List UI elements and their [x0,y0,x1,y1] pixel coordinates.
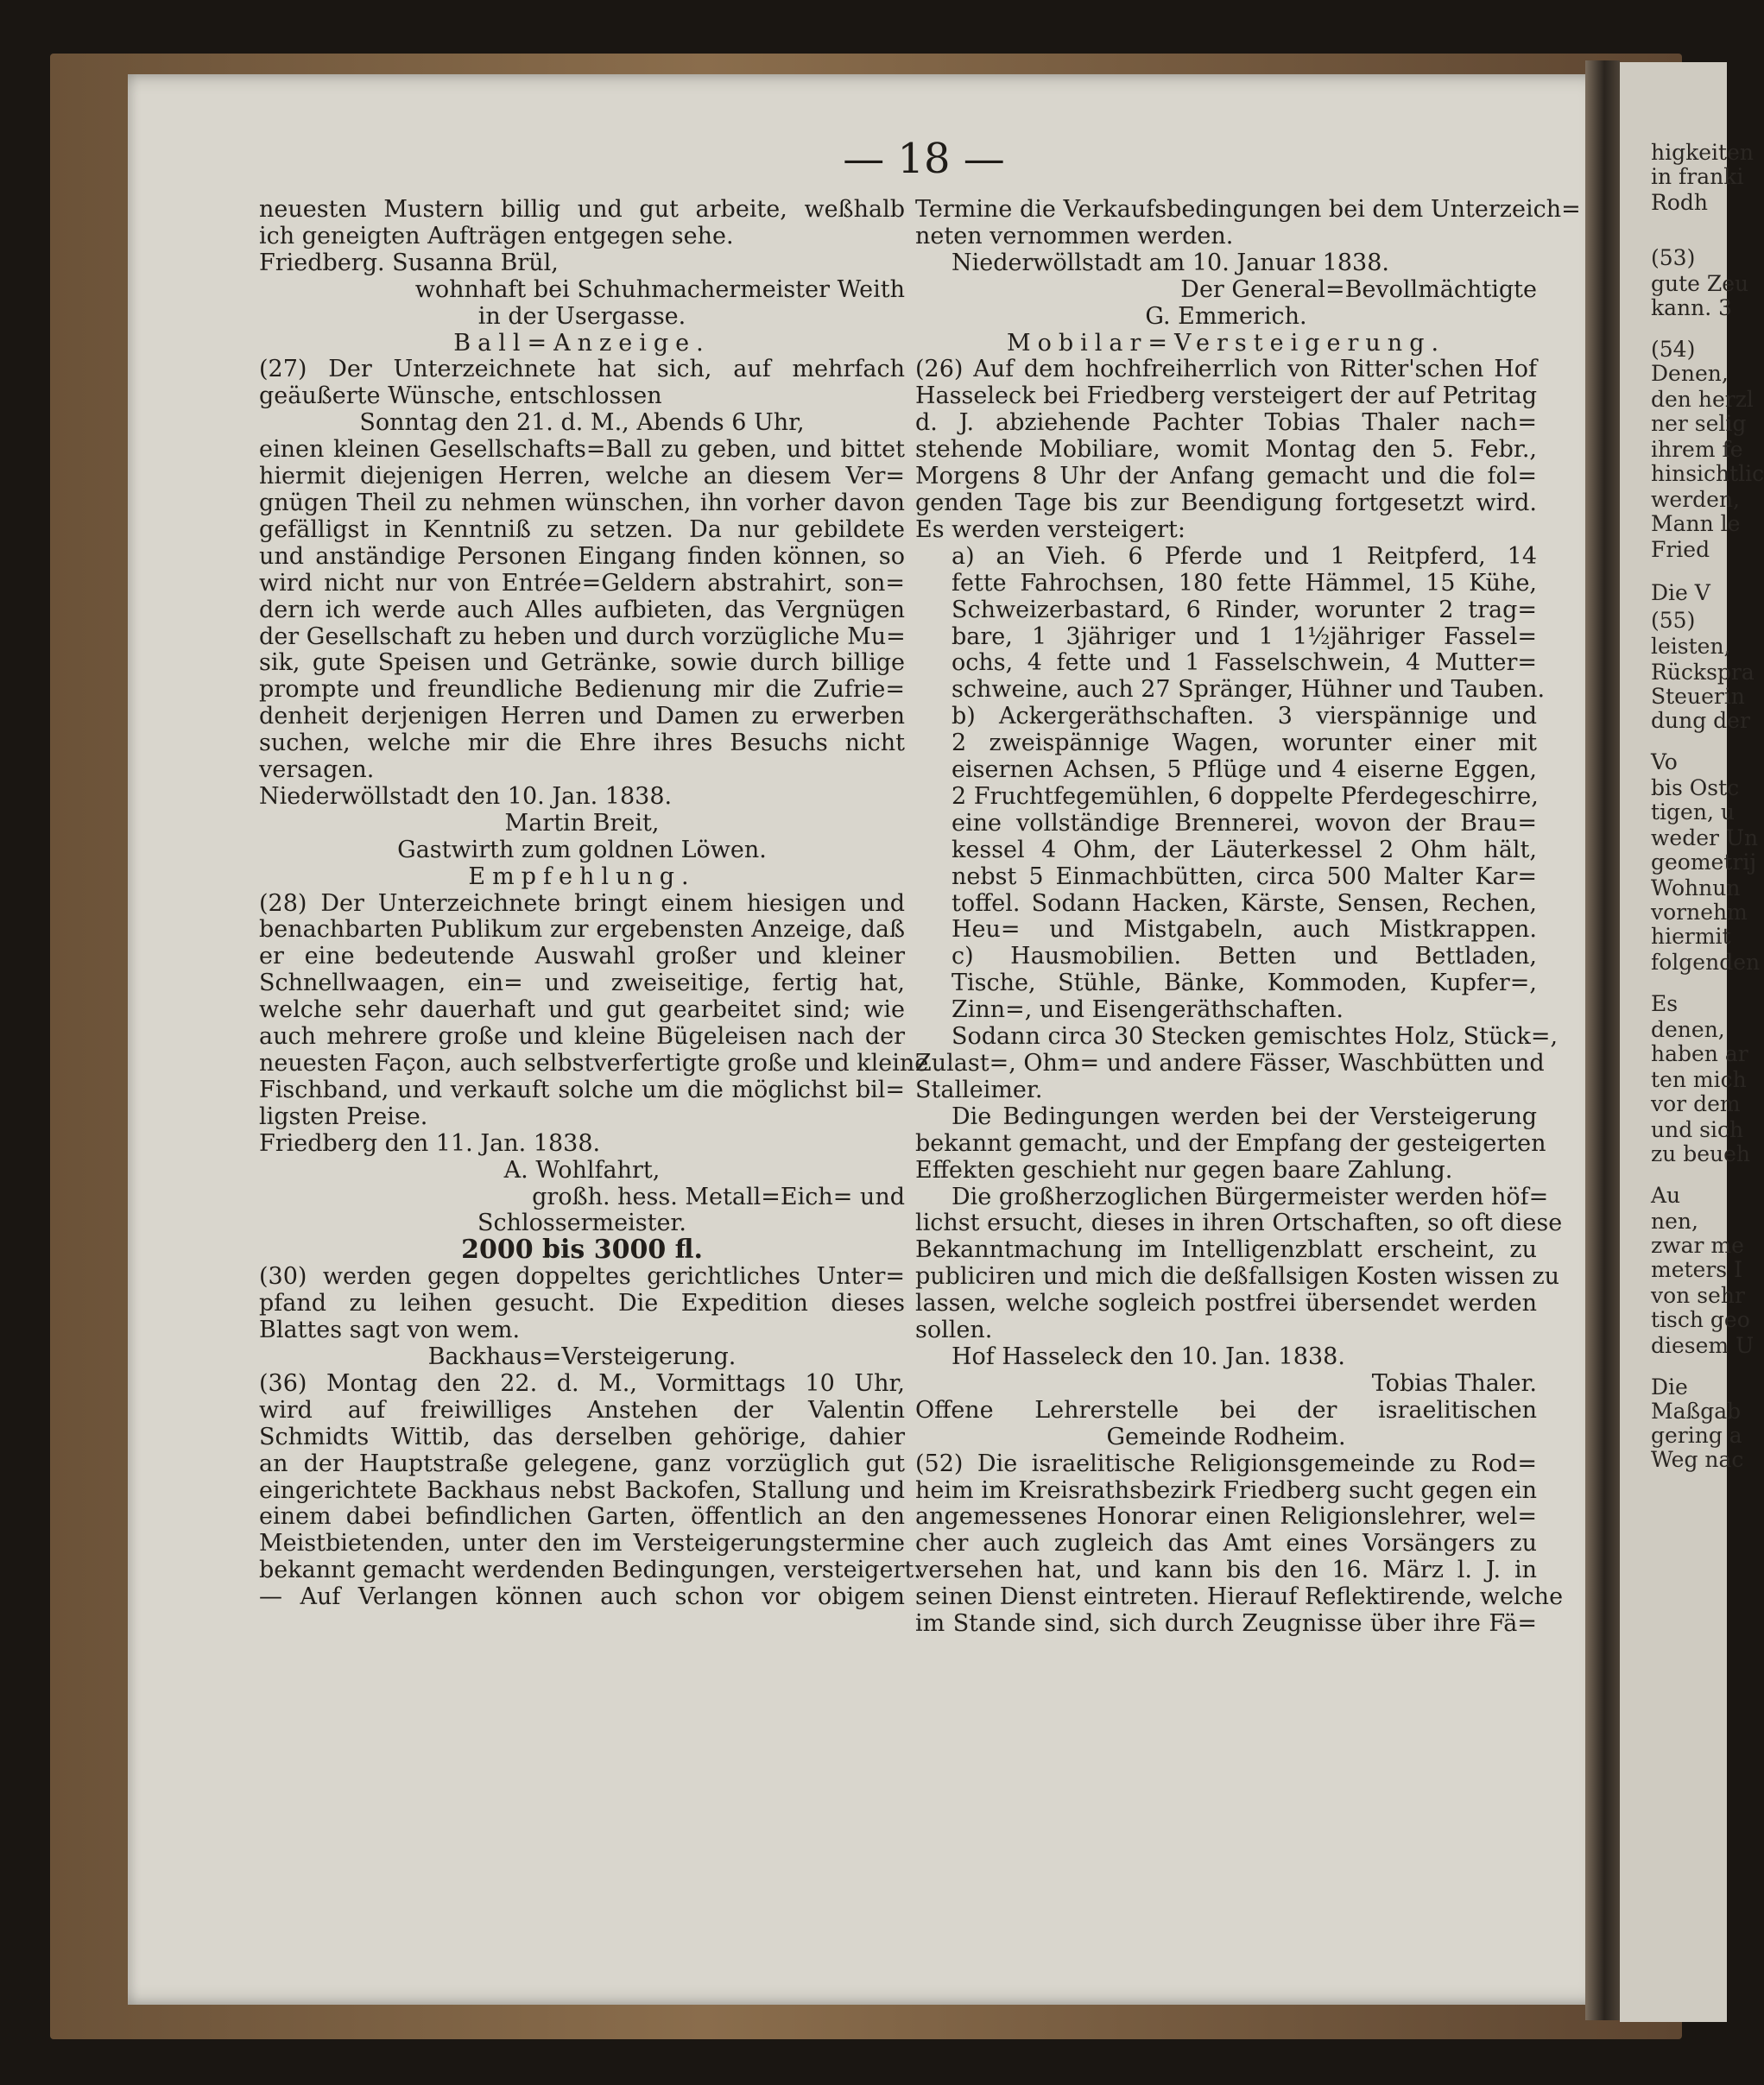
right-column-line: 2 zweispännige Wagen, worunter einer mit [952,730,1537,757]
next-page-fragment: tigen, u [1651,799,1735,825]
next-page-fragment: folgenden [1651,950,1761,975]
next-page-fragment: Die V [1651,580,1710,605]
next-page-fragment: Es [1651,991,1679,1016]
left-column-line: in der Usergasse. [477,302,686,330]
left-column-line: eingerichtete Backhaus nebst Backofen, Stallung und [259,1476,905,1504]
right-column-line: publiciren und mich die deßfallsigen Kosten wissen zu [915,1263,1560,1291]
right-column-line: (26) Auf dem hochfreiherrlich von Ritter'schen Hof [915,356,1537,383]
next-page-fragment: (53) [1651,245,1696,270]
right-column-line: Zulast=, Ohm= und andere Fässer, Waschbütten und [915,1050,1545,1077]
left-column-line: großh. hess. Metall=Eich= und [532,1183,905,1210]
next-page-fragment: Au [1651,1183,1681,1208]
next-page-fragment: (54) [1651,337,1696,362]
right-column-line: Niederwöllstadt am 10. Januar 1838. [952,249,1389,276]
right-column-line: toffel. Sodann Hacken, Kärste, Sensen, Rechen, [952,889,1537,917]
left-column-line: gnügen Theil zu nehmen wünschen, ihn vorher davon [259,489,905,516]
left-column-line: prompte und freundliche Bedienung mir die Zufrie= [259,676,905,704]
next-page-fragment: Vo [1651,749,1678,774]
next-page-fragment: vor dem [1651,1091,1741,1116]
next-page-edge [1620,62,1764,2022]
next-page-fragment: (55) [1651,608,1696,633]
right-column-line: neten vernommen werden. [915,222,1234,250]
left-column-line: benachbarten Publikum zur ergebensten Anzeige, daß [259,916,905,944]
next-page-fragment: gute Zeu [1651,271,1749,296]
next-page-fragment: Rodh [1651,190,1708,215]
right-column-line: G. Emmerich. [1145,302,1307,330]
next-page-fragment: Die [1651,1374,1688,1399]
left-column-line: A. Wohlfahrt, [503,1156,661,1184]
left-column-line: bekannt gemacht werdenden Bedingungen, versteigert. [259,1557,921,1584]
right-column-line: angemessenes Honorar einen Religionslehrer, wel= [915,1503,1537,1531]
left-column-line: hiermit diejenigen Herren, welche an diesem Ver= [259,463,905,490]
right-column-line: Termine die Verkaufsbedingungen bei dem Unterzeich= [915,196,1581,223]
left-column-line: Friedberg den 11. Jan. 1838. [259,1129,601,1157]
next-page-fragment: Fried [1651,537,1710,562]
right-column-line: Bekanntmachung im Intelligenzblatt erscheint, zu [915,1236,1537,1264]
right-column-line: fette Fahrochsen, 180 fette Hämmel, 15 Kühe, [952,569,1537,597]
right-column-line: Heu= und Mistgabeln, auch Mistkrappen. [952,916,1537,944]
next-page-fragment: werden, [1651,487,1740,512]
left-column-line: Niederwöllstadt den 10. Jan. 1838. [259,782,673,810]
right-column-line: Gemeinde Rodheim. [1106,1423,1346,1450]
left-column-line: er eine bedeutende Auswahl großer und kleiner [259,943,905,970]
left-column-line: Meistbietenden, unter den im Versteigerungstermine [259,1530,905,1557]
next-page-fragment: und sich [1651,1117,1744,1142]
next-page-fragment: Steuerin [1651,684,1745,709]
left-column-line: gefälligst in Kenntniß zu setzen. Da nur gebildete [259,515,905,543]
left-column-line: denheit derjenigen Herren und Damen zu erwerben [259,703,905,730]
left-column-line: Empfehlung. [468,862,696,890]
left-column [259,196,929,1611]
left-column-line: Blattes sagt von wem. [259,1317,521,1344]
left-column-line: geäußerte Wünsche, entschlossen [259,382,662,410]
right-column-line: 2 Fruchtfegemühlen, 6 doppelte Pferdegeschirre, [952,782,1539,810]
right-column-line: kessel 4 Ohm, der Läuterkessel 2 Ohm hält, [952,836,1537,863]
left-column-line: Gastwirth zum goldnen Löwen. [397,836,767,863]
right-column-line: Schweizerbastard, 6 Rinder, worunter 2 trag= [952,596,1537,623]
right-column-line: a) an Vieh. 6 Pferde und 1 Reitpferd, 14 [952,542,1537,570]
left-column-line: wird auf freiwilliges Anstehen der Valentin [259,1396,905,1424]
right-column-line: seinen Dienst eintreten. Hierauf Reflektirende, welche [915,1583,1564,1611]
next-page-fragment: Rückspra [1651,660,1755,685]
next-page-fragment: zwar me [1651,1233,1744,1258]
next-page-fragment: denen, [1651,1017,1725,1042]
right-column-line: eine vollständige Brennerei, wovon der Brau= [952,809,1537,837]
left-column-line: Schlossermeister. [477,1210,686,1237]
left-column-line: (28) Der Unterzeichnete bringt einem hiesigen und [259,889,905,917]
right-column [915,196,1581,1638]
left-column-line: Schnellwaagen, ein= und zweiseitige, fertig hat, [259,970,905,997]
next-page-fragment: dung der [1651,708,1750,733]
next-page-fragment: weder Un [1651,825,1759,850]
right-column-line: Die großherzoglichen Bürgermeister werden höf= [952,1183,1549,1210]
left-column-line: Schmidts Wittib, das derselben gehörige, dahier [259,1423,905,1450]
next-page-fragment: vornehm [1651,900,1748,925]
right-column-line: b) Ackergeräthschaften. 3 vierspännige und [952,703,1537,730]
next-page-fragment: meters I [1651,1257,1742,1282]
left-column-line: ligsten Preise. [259,1103,428,1130]
next-page-fragment: Weg nac [1651,1447,1744,1472]
left-column-line: Sonntag den 21. d. M., Abends 6 Uhr, [359,409,805,437]
right-column-line: Tobias Thaler. [1371,1369,1537,1397]
left-column-line: der Gesellschaft zu heben und durch vorzügliche Mu= [259,622,906,650]
next-page-fragment: leisten, [1651,634,1731,659]
next-page-fragment: den herzl [1651,387,1754,412]
right-column-line: sollen. [915,1317,993,1344]
left-column-line: Fischband, und verkauft solche um die möglichst bil= [259,1076,905,1103]
right-column-line: d. J. abziehende Pachter Tobias Thaler nach= [915,409,1537,437]
next-page-fragment: haben ar [1651,1041,1748,1066]
left-column-line: 2000 bis 3000 fl. [461,1235,703,1266]
next-page-fragment: zu beueh [1651,1141,1751,1166]
right-column-line: Mobilar=Versteigerung. [1006,329,1446,357]
right-column-line: im Stande sind, sich durch Zeugnisse über ihre Fä= [915,1610,1537,1638]
left-column-line: ich geneigten Aufträgen entgegen sehe. [259,222,734,250]
next-page-fragment: in franki [1651,164,1744,189]
right-column-line: genden Tage bis zur Beendigung fortgesetzt wird. [915,489,1537,516]
right-column-line: bekannt gemacht, und der Empfang der gesteigerten [915,1129,1546,1157]
left-column-line: und anständige Personen Eingang finden können, so [259,542,905,570]
left-column-line: Friedberg. Susanna Brül, [259,249,559,276]
right-column-line: Effekten geschieht nur gegen baare Zahlung. [915,1156,1453,1184]
next-page-fragment: Maßgab [1651,1399,1742,1424]
left-column-line: (36) Montag den 22. d. M., Vormittags 10 Uhr, [259,1369,905,1397]
right-column-line: lassen, welche sogleich postfrei übersendet werden [915,1290,1537,1317]
right-column-line: Sodann circa 30 Stecken gemischtes Holz, Stück=, [952,1023,1559,1051]
right-column-line: schweine, auch 27 Spränger, Hühner und Tauben. [952,676,1546,704]
left-column-line: (27) Der Unterzeichnete hat sich, auf mehrfach [259,356,905,383]
right-column-line: Der General=Bevollmächtigte [1180,275,1537,303]
next-page-fragment: gering a [1651,1423,1742,1448]
book-gutter [1585,60,1620,2020]
next-page-fragment: Wohnun [1651,875,1741,900]
left-column-line: wird nicht nur von Entrée=Geldern abstrahirt, son= [259,569,905,597]
next-page-fragment: diesem U [1651,1333,1755,1358]
page-number: — 18 — [843,135,1005,183]
next-page-fragment: geometrij [1651,850,1757,875]
left-column-line: pfand zu leihen gesucht. Die Expedition dieses [259,1290,905,1317]
left-column-line: auch mehrere große und kleine Bügeleisen nach der [259,1023,905,1051]
right-column-line: c) Hausmobilien. Betten und Bettladen, [952,943,1537,970]
left-column-line: versagen. [259,756,375,784]
right-column-line: heim im Kreisrathsbezirk Friedberg sucht gegen ein [915,1476,1537,1504]
right-column-line: nebst 5 Einmachbütten, circa 500 Malter Kar= [952,862,1537,890]
left-column-line: dern ich werde auch Alles aufbieten, das Vergnügen [259,596,905,623]
right-column-line: (52) Die israelitische Religionsgemeinde zu Rod= [915,1450,1537,1477]
right-column-line: Es werden versteigert: [915,515,1185,543]
left-column-line: Ball=Anzeige. [453,329,711,357]
right-column-line: stehende Mobiliare, womit Montag den 5. Febr., [915,436,1537,464]
right-column-line: Hasseleck bei Friedberg versteigert der auf Petritag [915,382,1537,410]
right-column-line: Zinn=, und Eisengeräthschaften. [952,996,1344,1024]
left-column-line: (30) werden gegen doppeltes gerichtliches Unter= [259,1263,905,1291]
right-column-line: cher auch zugleich das Amt eines Vorsängers zu [915,1530,1537,1557]
next-page-fragment: Denen, [1651,361,1729,386]
next-page-fragment: higkeiten [1651,140,1754,165]
right-column-line: Offene Lehrerstelle bei der israelitischen [915,1396,1537,1424]
right-column-line: Die Bedingungen werden bei der Versteigerung [952,1103,1537,1130]
right-column-line: lichst ersucht, dieses in ihren Ortschaften, so oft diese [915,1210,1563,1237]
next-page-fragment: ner selig [1651,411,1747,436]
next-page-fragment: hinsichtlic [1651,461,1764,486]
left-column-line: neuesten Façon, auch selbstverfertigte große und kleine [259,1050,929,1077]
next-page-fragment: nen, [1651,1209,1698,1234]
left-column-line: an der Hauptstraße gelegene, ganz vorzüglich gut [259,1450,905,1477]
left-column-line: einen kleinen Gesellschafts=Ball zu geben, und bittet [259,436,905,464]
left-column-line: Martin Breit, [504,809,660,837]
right-column-line: Morgens 8 Uhr der Anfang gemacht und die fol= [915,463,1537,490]
next-page-fragment: ten mich [1651,1067,1747,1092]
right-column-line: Tische, Stühle, Bänke, Kommoden, Kupfer=, [952,970,1537,997]
left-column-line: — Auf Verlangen können auch schon vor obigem [259,1583,905,1611]
left-column-line: welche sehr dauerhaft und gut gearbeitet sind; wie [259,996,905,1024]
right-column-line: Stalleimer. [915,1076,1043,1103]
left-column-line: neuesten Mustern billig und gut arbeite, weßhalb [259,196,905,223]
next-page-fragment: ihrem fe [1651,437,1743,462]
right-column-line: Hof Hasseleck den 10. Jan. 1838. [952,1343,1345,1370]
next-page-fragment: Mann le [1651,511,1741,536]
right-column-line: ochs, 4 fette und 1 Fasselschwein, 4 Mutter= [952,649,1537,677]
right-column-line: bare, 1 3jähriger und 1 1½jähriger Fassel= [952,622,1537,650]
next-page-fragment: von sehr [1651,1283,1745,1308]
next-page-fragment: bis Ostc [1651,775,1740,800]
left-column-line: einem dabei befindlichen Garten, öffentlich an den [259,1503,905,1531]
left-column-line: wohnhaft bei Schuhmachermeister Weith [414,275,905,303]
left-column-line: sik, gute Speisen und Getränke, sowie durch billige [259,649,905,677]
next-page-fragment: hiermit [1651,924,1731,949]
left-column-line: suchen, welche mir die Ehre ihres Besuchs nicht [259,730,905,757]
next-page-fragment: tisch geo [1651,1307,1750,1332]
right-column-line: eisernen Achsen, 5 Pflüge und 4 eiserne Eggen, [952,756,1537,784]
next-page-fragment: kann. 3 [1651,295,1733,320]
right-column-line: versehen hat, und kann bis den 16. März l. J. in [915,1557,1537,1584]
left-column-line: Backhaus=Versteigerung. [427,1343,737,1370]
